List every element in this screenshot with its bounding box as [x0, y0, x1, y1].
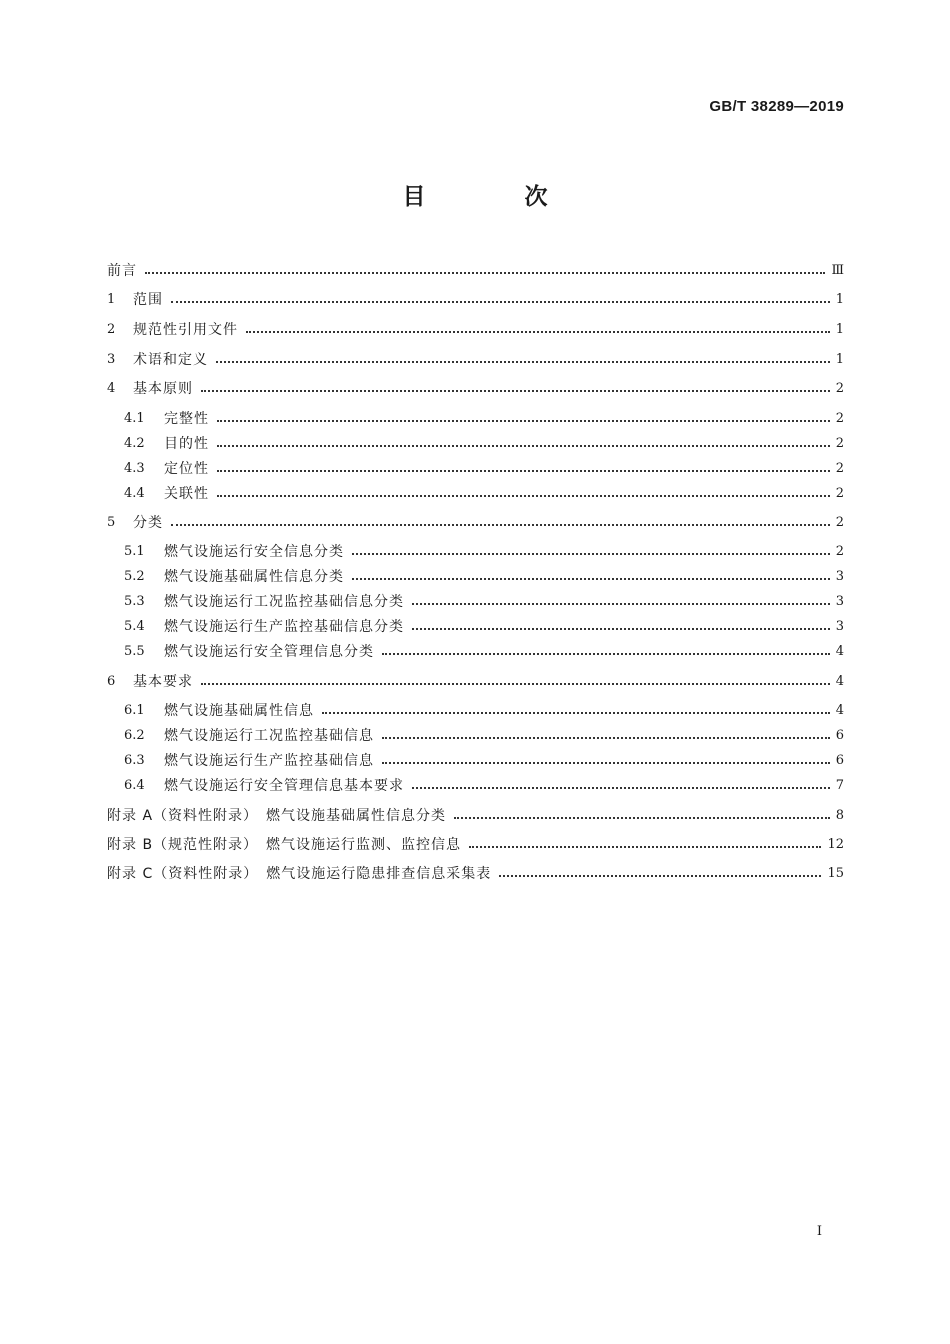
standard-number: GB/T 38289—2019 — [709, 98, 844, 115]
toc-entry[interactable] — [107, 287, 844, 311]
toc-leader-dots — [454, 803, 830, 819]
toc-entry-page: 7 — [835, 777, 844, 793]
toc-entry-page: 2 — [835, 410, 844, 426]
toc-entry-page: 8 — [835, 807, 844, 823]
toc-leader-dots — [171, 510, 830, 526]
toc-entry[interactable] — [107, 832, 844, 856]
toc-entry[interactable] — [107, 669, 844, 693]
toc-entry[interactable] — [124, 748, 844, 772]
toc-entry[interactable] — [107, 803, 844, 827]
toc-entry-label: 燃气设施基础属性信息分类 — [164, 569, 344, 585]
toc-entry[interactable] — [124, 481, 844, 505]
toc-entry-label: 燃气设施基础属性信息 — [164, 703, 314, 719]
toc-entry[interactable] — [107, 861, 844, 885]
toc-entry-page: 1 — [835, 321, 844, 337]
toc-entry-number: 6.2 — [124, 727, 145, 743]
toc-entry[interactable] — [124, 639, 844, 663]
toc-entry[interactable] — [107, 347, 844, 371]
toc-entry-number: 5.5 — [124, 643, 145, 659]
toc-leader-dots — [246, 317, 830, 333]
toc-leader-dots — [382, 639, 830, 655]
toc-entry-number: 4.1 — [124, 410, 145, 426]
toc-entry-number: 5 — [107, 514, 116, 530]
toc-entry-page: 2 — [835, 435, 844, 451]
toc-entry[interactable] — [124, 431, 844, 455]
toc-entry-label: 基本要求 — [133, 674, 193, 690]
toc-entry-label: 燃气设施运行生产监控基础信息 — [164, 753, 374, 769]
page-title: 目 次 — [402, 184, 586, 210]
footer-page-number: I — [816, 1224, 822, 1239]
toc-entry-label: 规范性引用文件 — [133, 322, 238, 338]
toc-entry-page: 2 — [835, 485, 844, 501]
toc-entry-number: 5.1 — [124, 543, 145, 559]
toc-entry-label: 范围 — [133, 292, 163, 308]
toc-entry-page: 1 — [835, 351, 844, 367]
toc-entry[interactable] — [107, 258, 844, 282]
toc-entry-label: 基本原则 — [133, 381, 193, 397]
toc-leader-dots — [412, 589, 830, 605]
toc-entry-page: 2 — [835, 514, 844, 530]
toc-entry-label: 完整性 — [164, 411, 209, 427]
toc-entry[interactable] — [124, 614, 844, 638]
toc-entry-page: 1 — [835, 291, 844, 307]
toc-entry-page: 15 — [827, 865, 844, 881]
toc-entry-label: 燃气设施运行安全管理信息分类 — [164, 644, 374, 660]
toc-entry-label: 附录 B（规范性附录） 燃气设施运行监测、监控信息 — [107, 837, 462, 853]
toc-leader-dots — [412, 614, 830, 630]
toc-entry-label: 附录 C（资料性附录） 燃气设施运行隐患排查信息采集表 — [107, 866, 492, 882]
toc-entry-label: 分类 — [133, 515, 163, 531]
toc-leader-dots — [352, 564, 830, 580]
toc-leader-dots — [382, 748, 830, 764]
toc-entry[interactable] — [107, 376, 844, 400]
toc-leader-dots — [499, 861, 821, 877]
toc-entry-page: 2 — [835, 543, 844, 559]
toc-entry[interactable] — [124, 539, 844, 563]
toc-entry-page: 3 — [835, 593, 844, 609]
toc-entry-number: 4.2 — [124, 435, 145, 451]
toc-entry[interactable] — [107, 317, 844, 341]
toc-entry-label: 关联性 — [164, 486, 209, 502]
toc-leader-dots — [216, 347, 830, 363]
toc-leader-dots — [217, 481, 830, 497]
toc-entry-number: 5.3 — [124, 593, 145, 609]
toc-entry-page: 4 — [835, 643, 844, 659]
toc-entry-label: 燃气设施运行工况监控基础信息 — [164, 728, 374, 744]
toc-entry-number: 4 — [107, 380, 116, 396]
toc-entry-page: 4 — [835, 702, 844, 718]
toc-entry-number: 6 — [107, 673, 116, 689]
toc-leader-dots — [171, 287, 830, 303]
toc-entry-page: 4 — [835, 673, 844, 689]
toc-entry-label: 术语和定义 — [133, 352, 208, 368]
toc-entry[interactable] — [124, 723, 844, 747]
toc-entry[interactable] — [124, 564, 844, 588]
toc-entry-label: 附录 A（资料性附录） 燃气设施基础属性信息分类 — [107, 808, 447, 824]
toc-entry-label: 燃气设施运行生产监控基础信息分类 — [164, 619, 404, 635]
toc-leader-dots — [382, 723, 830, 739]
toc-leader-dots — [217, 431, 830, 447]
toc-entry[interactable] — [107, 510, 844, 534]
toc-entry-number: 6.3 — [124, 752, 145, 768]
toc-entry-page: 6 — [835, 752, 844, 768]
toc-leader-dots — [352, 539, 830, 555]
toc-entry-page: 12 — [827, 836, 844, 852]
toc-entry-page: Ⅲ — [831, 262, 844, 278]
toc-entry-number: 5.2 — [124, 568, 145, 584]
toc-entry-number: 2 — [107, 321, 116, 337]
toc-leader-dots — [412, 773, 830, 789]
toc-entry-number: 4.4 — [124, 485, 145, 501]
toc-entry-number: 1 — [107, 291, 116, 307]
toc-entry-label: 前言 — [107, 263, 137, 279]
toc-entry-label: 燃气设施运行安全管理信息基本要求 — [164, 778, 404, 794]
toc-entry[interactable] — [124, 456, 844, 480]
toc-leader-dots — [322, 698, 830, 714]
toc-leader-dots — [217, 406, 830, 422]
toc-leader-dots — [469, 832, 821, 848]
toc-entry-label: 目的性 — [164, 436, 209, 452]
toc-entry[interactable] — [124, 406, 844, 430]
toc-entry-number: 6.1 — [124, 702, 145, 718]
toc-leader-dots — [145, 258, 825, 274]
toc-leader-dots — [217, 456, 830, 472]
toc-entry-page: 6 — [835, 727, 844, 743]
toc-entry-page: 2 — [835, 380, 844, 396]
toc-entry-label: 定位性 — [164, 461, 209, 477]
toc-entry[interactable] — [124, 773, 844, 797]
toc-entry-page: 3 — [835, 568, 844, 584]
toc-entry-page: 3 — [835, 618, 844, 634]
toc-entry-page: 2 — [835, 460, 844, 476]
toc-entry-number: 5.4 — [124, 618, 145, 634]
toc-entry-label: 燃气设施运行安全信息分类 — [164, 544, 344, 560]
toc-leader-dots — [201, 376, 830, 392]
toc-entry[interactable] — [124, 698, 844, 722]
toc-entry-label: 燃气设施运行工况监控基础信息分类 — [164, 594, 404, 610]
toc-entry-number: 4.3 — [124, 460, 145, 476]
toc-entry-number: 3 — [107, 351, 116, 367]
toc-entry[interactable] — [124, 589, 844, 613]
toc-entry-number: 6.4 — [124, 777, 145, 793]
toc-leader-dots — [201, 669, 830, 685]
